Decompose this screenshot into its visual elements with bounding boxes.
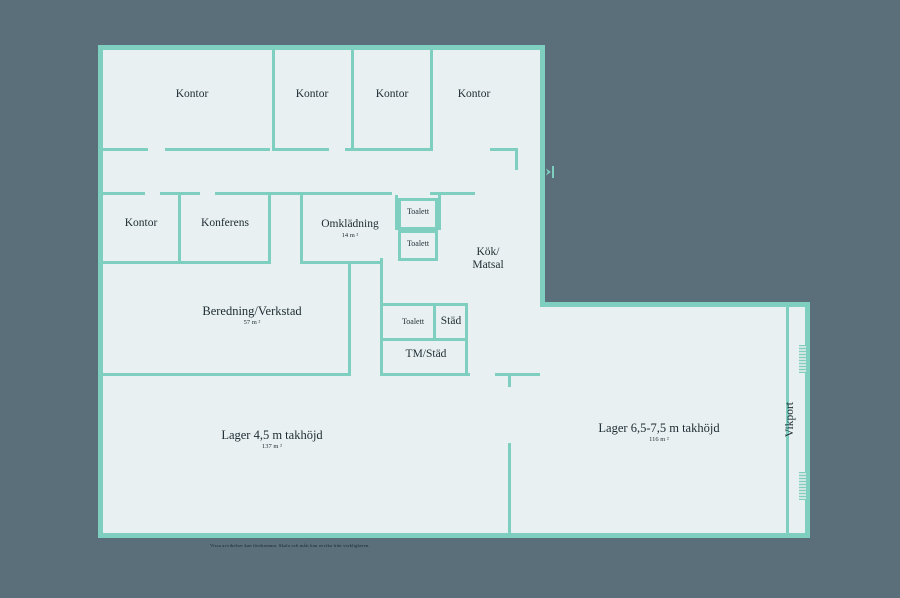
corridor-wall-bottom-seg-5 xyxy=(430,192,475,195)
room-name: Kontor xyxy=(457,88,491,100)
room-label-vikport xyxy=(784,402,797,437)
middle-band-bottom-seg-3 xyxy=(495,373,540,376)
room-label-beredning xyxy=(145,304,359,327)
room-label-kontor-1 xyxy=(140,88,244,101)
corridor-wall-top-seg-5 xyxy=(490,148,518,151)
room-area: 116 m ² xyxy=(649,436,669,444)
room-fill-upper-block xyxy=(103,50,540,195)
room-label-stad xyxy=(435,315,467,328)
room-label-omkladning xyxy=(303,218,397,240)
exterior-wall-top-right xyxy=(540,302,810,307)
toalett1-wall-top xyxy=(398,198,438,201)
middle-band-stub xyxy=(508,373,511,387)
room-name: Kontor xyxy=(175,88,209,100)
room-label-kontor-4 xyxy=(434,88,514,101)
corridor-wall-top-seg-4 xyxy=(345,148,433,151)
room-name: Kontor xyxy=(375,88,409,100)
room-name: Lager 4,5 m takhöjd xyxy=(221,428,323,442)
interior-wall-service-mid xyxy=(380,338,468,341)
vikport-hatch-top xyxy=(799,345,806,373)
room-label-kontor-5 xyxy=(103,217,179,230)
room-name: TM/Städ xyxy=(405,348,447,360)
room-fill-lager-45 xyxy=(103,375,540,533)
room-label-kontor-3 xyxy=(352,88,432,101)
room-area: 137 m ² xyxy=(261,443,282,451)
room-area: 14 m ² xyxy=(341,232,359,240)
corridor-wall-top-seg-2 xyxy=(165,148,270,151)
vikport-hatch-bottom xyxy=(799,472,806,500)
room-name: Beredning/Verkstad xyxy=(202,304,302,318)
exterior-wall-bottom-left xyxy=(98,533,545,538)
room-name: Toalett xyxy=(401,317,425,326)
middle-band-bottom-seg-1 xyxy=(103,373,351,376)
room-area: 57 m ² xyxy=(243,319,261,327)
room-name: Konferens xyxy=(201,217,249,229)
exterior-wall-right xyxy=(805,302,810,538)
lager-divider-vertical xyxy=(508,443,511,535)
room-name: Vikport xyxy=(784,402,796,438)
room-name: Omklädning xyxy=(321,218,379,230)
interior-wall-konferens-bottom xyxy=(103,261,271,264)
room-label-toalett-3 xyxy=(392,317,434,326)
room-label-lager-45 xyxy=(168,428,376,451)
room-name: Toalett xyxy=(406,239,430,248)
room-label-kontor-2 xyxy=(272,88,352,101)
room-name: Kontor xyxy=(295,88,329,100)
exterior-wall-bottom-right xyxy=(540,533,810,538)
exterior-wall-left xyxy=(98,45,103,538)
corridor-wall-top-seg-3 xyxy=(272,148,329,151)
room-label-konferens xyxy=(180,217,270,230)
room-name-line1: Kök/ xyxy=(476,246,500,258)
room-name: Städ xyxy=(440,315,462,327)
corridor-wall-top-seg-1 xyxy=(103,148,148,151)
interior-wall-kok-left xyxy=(380,258,383,376)
corridor-wall-bottom-seg-3 xyxy=(215,192,300,195)
interior-wall-kok-left-upper xyxy=(438,195,441,230)
entrance-arrow-icon xyxy=(543,164,557,178)
corridor-wall-bottom-seg-1 xyxy=(103,192,145,195)
room-label-toalett-1 xyxy=(398,207,438,216)
middle-band-bottom-seg-2 xyxy=(380,373,470,376)
exterior-wall-top xyxy=(98,45,545,50)
room-name-line2: Matsal xyxy=(472,259,504,272)
toalett2-wall-bottom xyxy=(398,258,438,261)
toalett2-wall-top xyxy=(398,230,438,233)
corridor-wall-stub-right xyxy=(515,148,518,170)
corridor-wall-bottom-seg-4 xyxy=(300,192,392,195)
room-label-tm-stad xyxy=(384,348,468,361)
room-label-lager-65 xyxy=(556,421,762,444)
room-fill-lager-65 xyxy=(540,305,805,533)
room-label-kok-matsal xyxy=(440,246,536,272)
room-label-toalett-2 xyxy=(398,239,438,248)
room-name: Lager 6,5-7,5 m takhöjd xyxy=(598,421,720,435)
room-name: Kontor xyxy=(124,217,158,229)
disclaimer-text: Vissa avvikelser kan förekomma. Skala och mått kan avvika från verkligheten. xyxy=(210,543,370,548)
interior-wall-omkladning-bottom xyxy=(300,261,380,264)
room-name: Toalett xyxy=(406,207,430,216)
interior-wall-service-top xyxy=(380,303,468,306)
